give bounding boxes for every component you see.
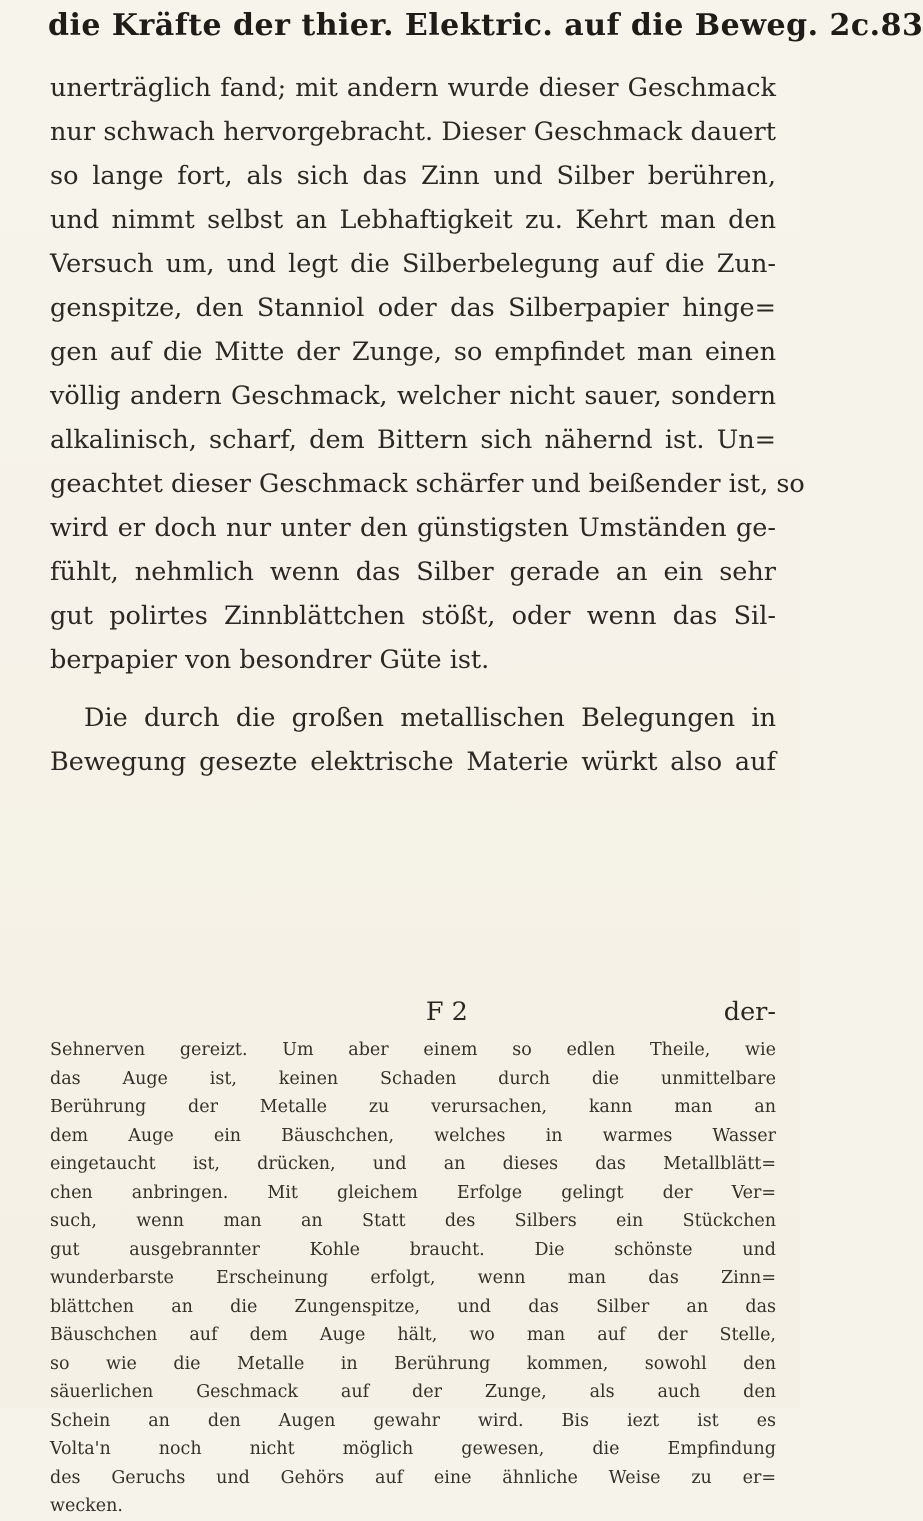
catchword: der- xyxy=(723,997,776,1027)
footnote-line: Schein an den Augen gewahr wird. Bis iezt ist es xyxy=(50,1410,776,1431)
text-line: Die durch die großen metallischen Belegungen in xyxy=(84,703,776,733)
footnote-line: wecken. xyxy=(50,1496,123,1516)
footnote-line: such, wenn man an Statt des Silbers ein Stückchen xyxy=(50,1211,776,1231)
footnote-line: Bäuschchen auf dem Auge hält, wo man auf der Stelle, xyxy=(50,1325,776,1345)
footnote-line: blättchen an die Zungenspitze, und das Silber an das xyxy=(50,1296,776,1317)
text-line: gut polirtes Zinnblättchen stößt, oder wenn das Sil- xyxy=(50,601,776,631)
running-head xyxy=(48,8,923,58)
text-line: berpapier von besondrer Güte ist. xyxy=(50,645,490,675)
text-line: unerträglich fand; mit andern wurde dieser Geschmack xyxy=(50,73,776,103)
footnote-line: gut ausgebrannter Kohle braucht. Die schönste und xyxy=(50,1239,776,1260)
text-line: gen auf die Mitte der Zunge, so empfindet man einen xyxy=(50,337,776,367)
text-line: so lange fort, als sich das Zinn und Silber berühren, xyxy=(50,161,776,191)
footnote-line: das Auge ist, keinen Schaden durch die unmittelbare xyxy=(50,1068,776,1089)
text-line: genspitze, den Stanniol oder das Silberpapier hinge= xyxy=(50,293,776,323)
footnote xyxy=(50,1036,776,1521)
footnote-line: Berührung der Metalle zu verursachen, kann man an xyxy=(50,1097,776,1117)
text-line: geachtet dieser Geschmack schärfer und beißender ist, so xyxy=(50,469,805,499)
text-line: Bewegung gesezte elektrische Materie würkt also auf xyxy=(50,747,776,777)
footnote-line: des Geruchs und Gehörs auf eine ähnliche Weise zu er= xyxy=(50,1467,776,1488)
page-number: 83 xyxy=(880,8,923,43)
text-line: nur schwach hervorgebracht. Dieser Geschmack dauert xyxy=(50,117,776,147)
main-text xyxy=(50,66,805,784)
footnote-line: Volta'n noch nicht möglich gewesen, die Empfindung xyxy=(50,1439,776,1459)
text-line: und nimmt selbst an Lebhaftigkeit zu. Kehrt man den xyxy=(50,205,776,235)
footnote-line: eingetaucht ist, drücken, und an dieses das Metallblätt= xyxy=(50,1154,776,1174)
text-line: völlig andern Geschmack, welcher nicht sauer, sondern xyxy=(50,381,776,411)
footnote-line: chen anbringen. Mit gleichem Erfolge gelingt der Ver= xyxy=(50,1182,776,1203)
page-header-title: die Kräfte der thier. Elektric. auf die Beweg. 2c. xyxy=(48,8,881,43)
text-line: wird er doch nur unter den günstigsten Umständen ge- xyxy=(50,513,776,543)
footnote-line: so wie die Metalle in Berührung kommen, sowohl den xyxy=(50,1353,776,1374)
footnote-line: dem Auge ein Bäuschchen, welches in warmes Wasser xyxy=(50,1125,776,1146)
paragraph-gap xyxy=(50,682,776,696)
text-line: Versuch um, und legt die Silberbelegung auf die Zun- xyxy=(50,249,776,279)
text-line: fühlt, nehmlich wenn das Silber gerade an ein sehr xyxy=(50,557,776,587)
footnote-line: wunderbarste Erscheinung erfolgt, wenn man das Zinn= xyxy=(50,1268,776,1288)
signature-line xyxy=(50,992,776,1032)
text-line: alkalinisch, scharf, dem Bittern sich nähernd ist. Un= xyxy=(50,425,776,455)
signature-mark: F 2 xyxy=(425,997,468,1027)
footnote-line: Sehnerven gereizt. Um aber einem so edlen Theile, wie xyxy=(50,1040,776,1060)
footnote-line: säuerlichen Geschmack auf der Zunge, als auch den xyxy=(50,1382,776,1402)
